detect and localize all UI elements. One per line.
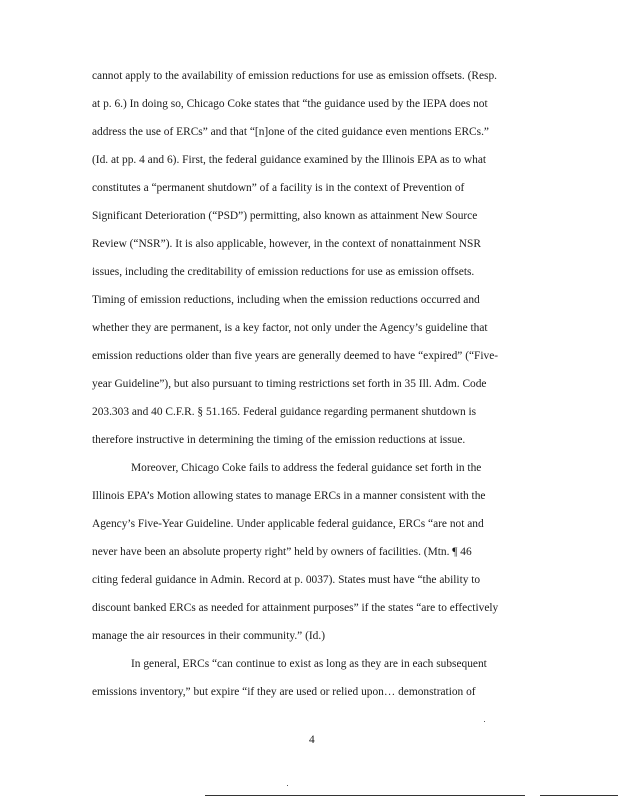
text-line: discount banked ERCs as needed for attainment purposes” if the states “are to effectively: [92, 602, 499, 614]
text-line: Moreover, Chicago Coke fails to address the federal guidance set forth in the: [131, 462, 482, 474]
text-line: manage the air resources in their community.” (Id.): [92, 630, 325, 642]
text-line: at p. 6.) In doing so, Chicago Coke states that “the guidance used by the IEPA does not: [92, 98, 488, 110]
text-line: therefore instructive in determining the timing of the emission reductions at issue.: [92, 434, 466, 446]
text-line: emission reductions older than five years are generally deemed to have “expired” (“Five-: [92, 350, 499, 362]
text-line: 203.303 and 40 C.F.R. § 51.165. Federal guidance regarding permanent shutdown is: [92, 406, 477, 418]
text-line: issues, including the creditability of emission reductions for use as emission offsets.: [92, 266, 475, 278]
text-line: Review (“NSR”). It is also applicable, however, in the context of nonattainment NSR: [92, 238, 481, 250]
text-line: citing federal guidance in Admin. Record at p. 0037). States must have “the ability to: [92, 574, 481, 586]
text-line: In general, ERCs “can continue to exist as long as they are in each subsequent: [131, 658, 487, 670]
text-line: Significant Deterioration (“PSD”) permitting, also known as attainment New Source: [92, 210, 478, 222]
footer-rule: [540, 795, 618, 796]
text-line: cannot apply to the availability of emission reductions for use as emission offsets. (Resp.: [92, 70, 498, 82]
text-line: whether they are permanent, is a key factor, not only under the Agency’s guideline that: [92, 322, 488, 334]
scan-speck: [484, 721, 485, 722]
footer-rule: [205, 795, 525, 796]
text-line: never have been an absolute property right” held by owners of facilities. (Mtn. ¶ 46: [92, 546, 472, 558]
text-line: Timing of emission reductions, including when the emission reductions occurred and: [92, 294, 480, 306]
text-line: Illinois EPA’s Motion allowing states to manage ERCs in a manner consistent with the: [92, 490, 486, 502]
scan-speck: [287, 785, 288, 786]
text-line: (Id. at pp. 4 and 6). First, the federal guidance examined by the Illinois EPA as to what: [92, 154, 487, 166]
text-line: constitutes a “permanent shutdown” of a facility is in the context of Prevention of: [92, 182, 465, 194]
text-line: Agency’s Five-Year Guideline. Under applicable federal guidance, ERCs “are not and: [92, 518, 484, 530]
text-line: year Guideline”), but also pursuant to timing restrictions set forth in 35 Ill. Adm. Code: [92, 378, 487, 390]
text-line: address the use of ERCs” and that “[n]one of the cited guidance even mentions ERCs.”: [92, 126, 489, 138]
text-line: emissions inventory,” but expire “if they are used or relied upon… demonstration of: [92, 686, 476, 698]
page-number: 4: [309, 734, 315, 746]
